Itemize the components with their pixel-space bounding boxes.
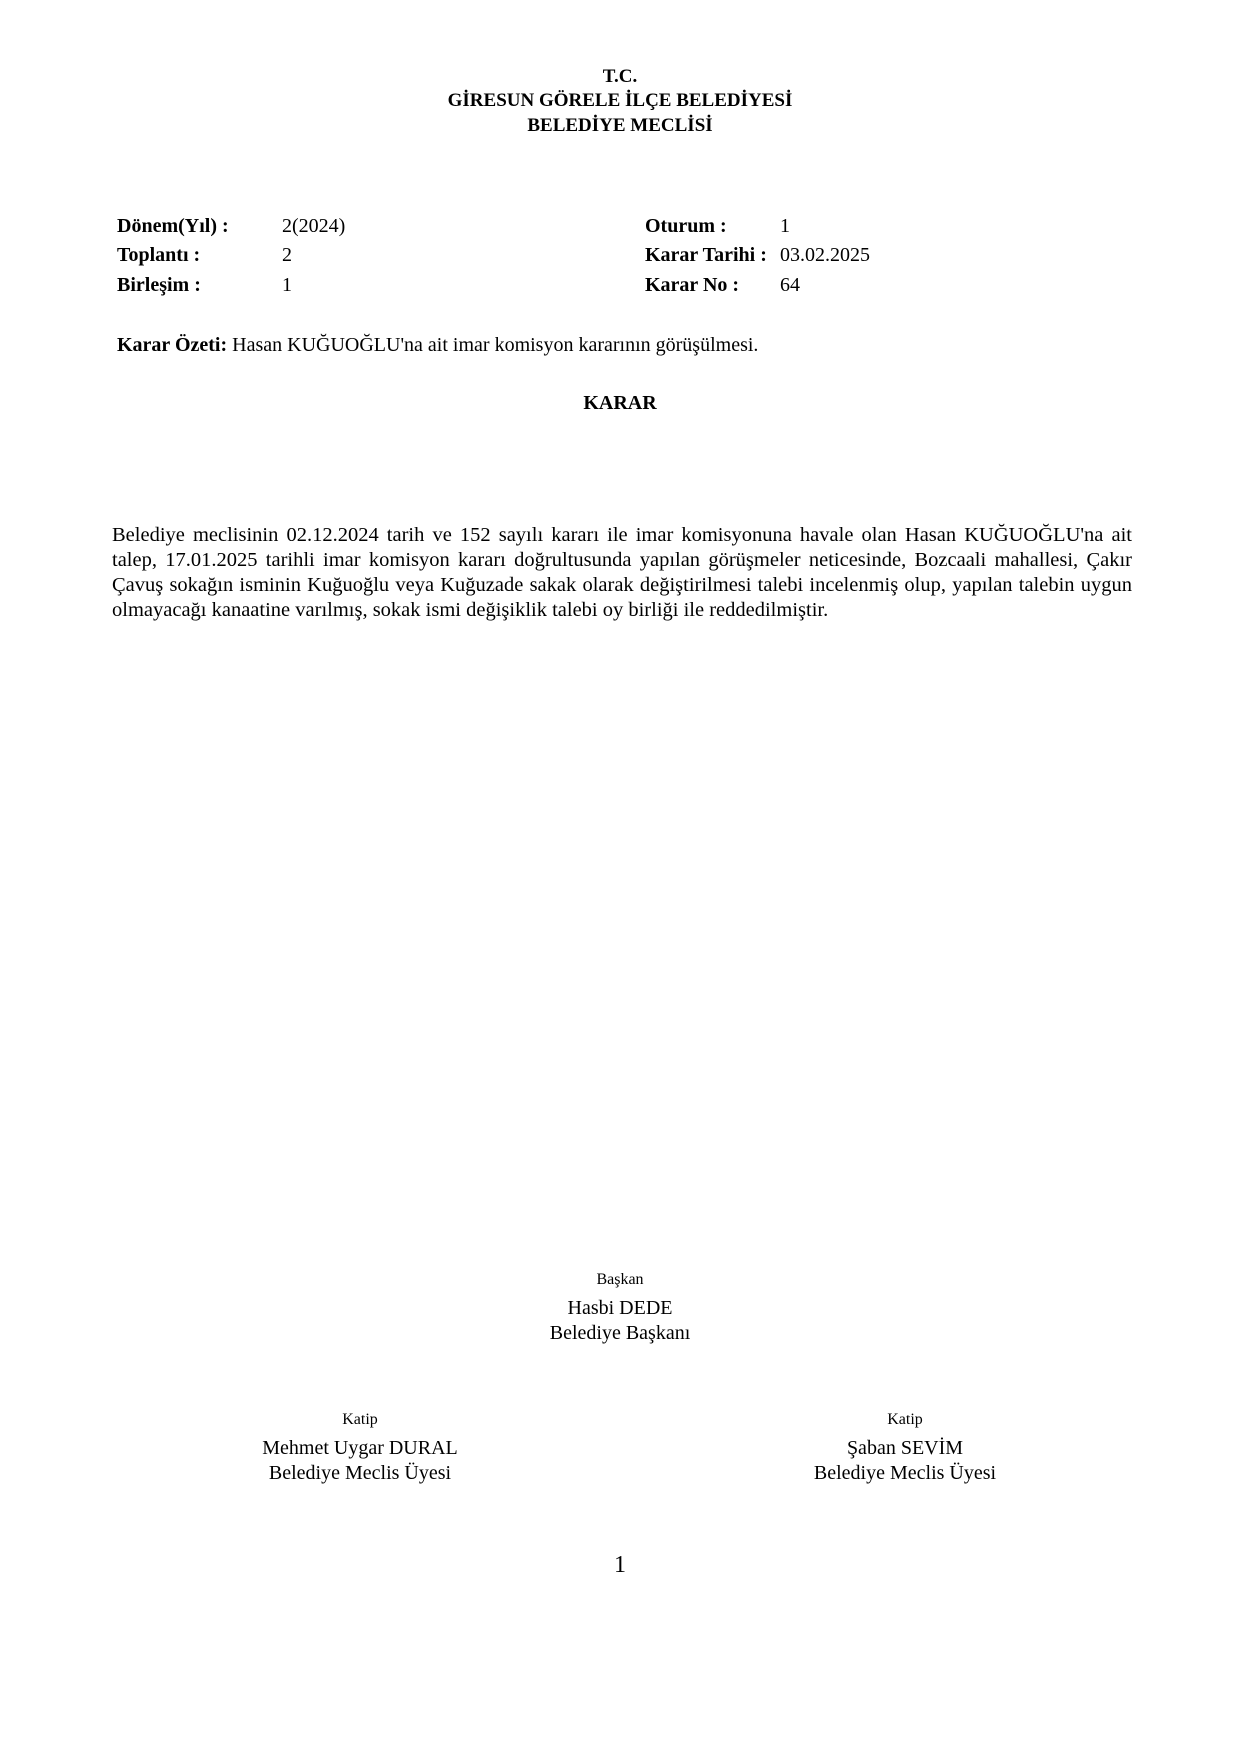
signature-chair [420,1270,820,1346]
header-municipality: GİRESUN GÖRELE İLÇE BELEDİYESİ [447,90,793,111]
summary-label: Karar Özeti: [117,334,228,356]
decision-summary [117,334,758,357]
page-number: 1 [614,1552,626,1578]
signature-clerk-right [705,1410,1105,1486]
meta-meeting-label: Toplantı : [117,244,201,266]
clerk-right-name: Şaban SEVİM [846,1437,964,1459]
chair-role: Başkan [596,1271,644,1288]
signature-clerk-left [160,1410,560,1486]
meta-sitting-value: 1 [780,215,790,237]
meta-session-label: Birleşim : [117,274,201,296]
meta-decision-date-value: 03.02.2025 [780,244,870,266]
header-council: BELEDİYE MECLİSİ [527,115,713,136]
clerk-left-name: Mehmet Uygar DURAL [262,1437,458,1459]
clerk-right-title: Belediye Meclis Üyesi [813,1462,997,1484]
meta-period-label: Dönem(Yıl) : [117,215,229,237]
meta-period-value: 2(2024) [282,215,346,237]
decision-title: KARAR [583,392,657,414]
chair-title: Belediye Başkanı [549,1322,691,1344]
chair-name: Hasbi DEDE [567,1297,673,1319]
meta-meeting-value: 2 [282,244,292,266]
decision-body: Belediye meclisinin 02.12.2024 tarih ve 152 sayılı kararı ile imar komisyonuna havale olan Hasan KUĞUOĞLU'na ait talep, 17.01.2025 tarihli imar komisyon kararı doğrultusunda yapılan görüşmeler neticesinde, Bozcaali mahallesi, Çakır Çavuş sokağın isminin Kuğuoğlu veya Kuğuzade sakak olarak değiştirilmesi talebi incelenmiş olup, yapılan talebin uygun olmayacağı kanaatine varılmış, sokak ismi değişiklik talebi oy birliği ile reddedilmiştir. [112,524,1132,621]
summary-text: Hasan KUĞUOĞLU'na ait imar komisyon kararının görüşülmesi. [232,334,759,356]
meta-decision-no-value: 64 [780,274,800,296]
clerk-left-title: Belediye Meclis Üyesi [268,1462,452,1484]
meta-sitting-label: Oturum : [645,215,727,237]
clerk-left-role: Katip [342,1411,378,1428]
meta-decision-no-label: Karar No : [645,274,740,296]
meta-decision-date-label: Karar Tarihi : [645,244,767,266]
clerk-right-role: Katip [887,1411,923,1428]
meta-session-value: 1 [282,274,292,296]
header-tc: T.C. [602,66,638,87]
